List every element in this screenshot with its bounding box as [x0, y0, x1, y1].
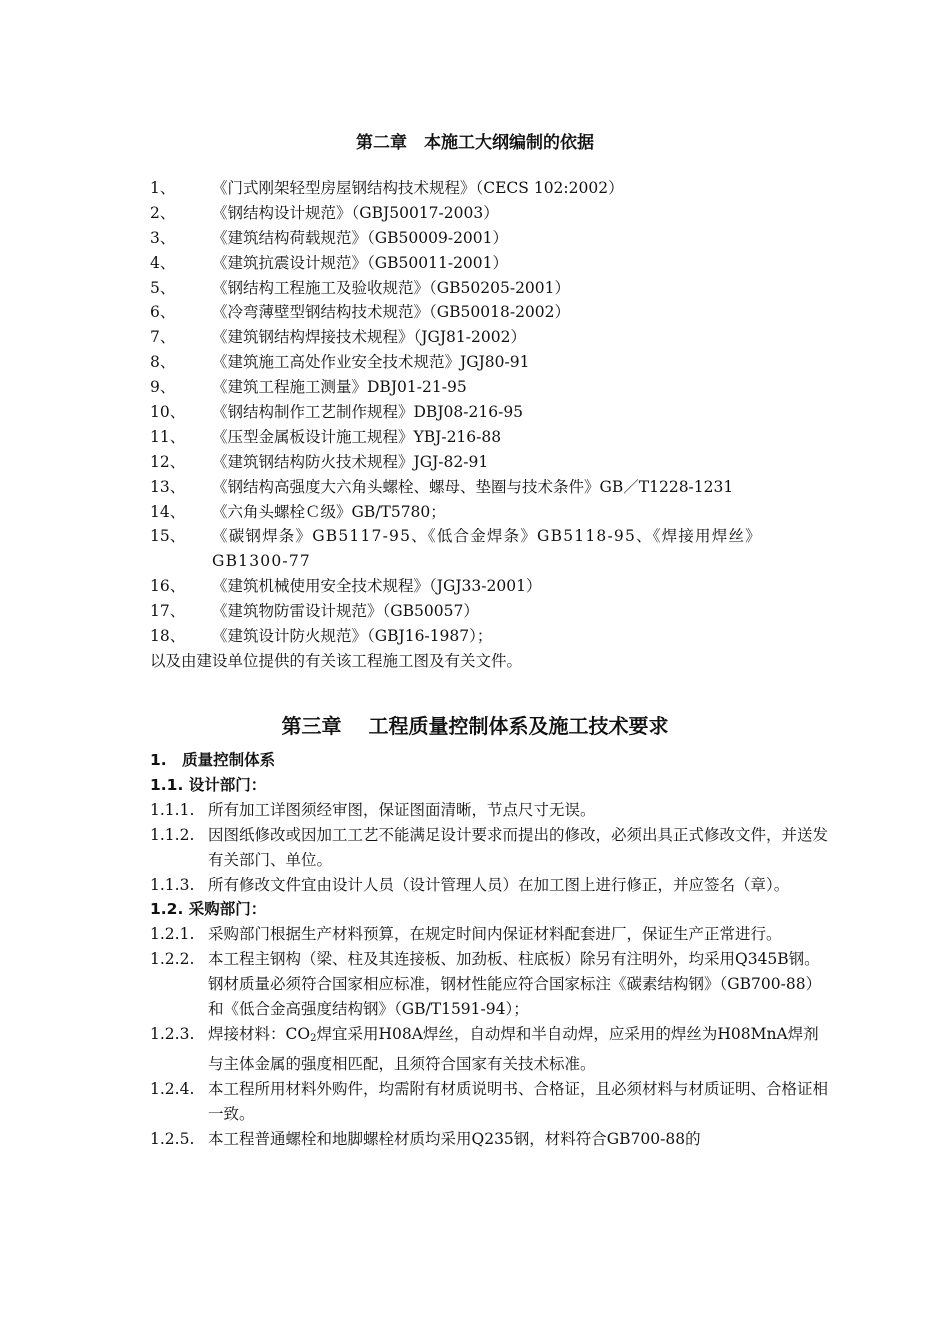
item-text: 所有加工详图须经审图，保证图面清晰，节点尺寸无误。 — [208, 800, 596, 819]
item-text: 《建筑设计防火规范》（GBJ16-1987）； — [212, 627, 493, 646]
list-item — [150, 251, 830, 276]
item-text: 《六角头螺栓Ｃ级》GB/T5780； — [212, 502, 446, 521]
item-text: 《钢结构高强度大六角头螺栓、螺母、垫圈与技术条件》GB／T1228-1231 — [212, 477, 734, 496]
item-number: 18、 — [150, 627, 186, 646]
list-item — [150, 1077, 830, 1127]
item-text: 因图纸修改或因加工工艺不能满足设计要求而提出的修改，必须出具正式修改文件，并送发有关部门、单位。 — [208, 825, 829, 869]
item-number: 1.1.1. — [150, 800, 195, 819]
list-item — [150, 226, 830, 251]
item-text: 本工程主钢构（梁、柱及其连接板、加劲板、柱底板）除另有注明外，均采用Q345B钢。钢材质量必须符合国家相应标准，钢材性能应符合国家标注《碳素结构钢》（GB700-88）和《低合金高强度结构钢》（GB/T1591-94）； — [208, 950, 822, 1019]
list-item — [150, 300, 830, 325]
item-text: 《碳钢焊条》GB5117-95、《低合金焊条》GB5118-95、《焊接用焊丝》GB1300-77 — [212, 527, 762, 571]
item-number: 7、 — [150, 328, 176, 347]
item-text: 《钢结构制作工艺制作规程》DBJ08-216-95 — [212, 403, 524, 422]
item-text-part: 焊宜采用H08A焊丝，自动焊和半自动焊，应采用的焊丝为H08MnA焊剂与主体金属的强度相匹配，且须符合国家有关技术标准。 — [208, 1024, 819, 1073]
item-number: 1.2.3. — [150, 1024, 195, 1043]
item-text: 《建筑工程施工测量》DBJ01-21-95 — [212, 378, 467, 397]
list-item — [150, 1022, 830, 1077]
reference-list — [150, 176, 830, 674]
list-item — [150, 524, 830, 574]
item-text: 《建筑结构荷载规范》（GB50009-2001） — [212, 228, 509, 247]
list-item — [150, 450, 830, 475]
item-number: 13、 — [150, 477, 186, 496]
subsection-heading: 1.2. 采购部门： — [150, 900, 267, 919]
item-text: 本工程所用材料外购件，均需附有材质说明书、合格证，且必须材料与材质证明、合格证相一致。 — [208, 1079, 829, 1123]
item-number: 12、 — [150, 452, 186, 471]
list-item — [150, 276, 830, 301]
list-item — [150, 500, 830, 525]
item-number: 16、 — [150, 577, 186, 596]
list-item — [150, 201, 830, 226]
item-text: 采购部门根据生产材料预算，在规定时间内保证材料配套进厂，保证生产正常进行。 — [208, 925, 782, 944]
item-text: 《建筑钢结构防火技术规程》JGJ-82-91 — [212, 452, 489, 471]
item-number: 17、 — [150, 602, 186, 621]
list-item — [150, 823, 830, 873]
list-item — [150, 425, 830, 450]
list-item — [150, 350, 830, 375]
item-text: 本工程普通螺栓和地脚螺栓材质均采用Q235钢，材料符合GB700-88的 — [208, 1129, 701, 1148]
list-item — [150, 1127, 830, 1152]
item-text: 《钢结构设计规范》（GBJ50017-2003） — [212, 203, 499, 222]
item-text: 《建筑抗震设计规范》（GB50011-2001） — [212, 253, 509, 272]
list-item — [150, 475, 830, 500]
item-number: 14、 — [150, 502, 186, 521]
list-item — [150, 400, 830, 425]
item-number: 9、 — [150, 378, 176, 397]
item-number: 1.2.1. — [150, 925, 195, 944]
chapter-3-title: 第三章 工程质量控制体系及施工技术要求 — [281, 714, 669, 738]
item-number: 1.2.5. — [150, 1129, 195, 1148]
list-item — [150, 798, 830, 823]
subscript: 2 — [310, 1032, 317, 1044]
chapter-2-title: 第二章 本施工大纲编制的依据 — [356, 133, 594, 153]
list-item — [150, 922, 830, 947]
reference-note: 以及由建设单位提供的有关该工程施工图及有关文件。 — [150, 651, 523, 670]
item-number: 1.1.2. — [150, 825, 195, 844]
item-number: 15、 — [150, 527, 186, 546]
item-number: 6、 — [150, 303, 176, 322]
item-text — [150, 1022, 830, 1077]
item-text: 《建筑施工高处作业安全技术规范》JGJ80-91 — [212, 353, 530, 372]
item-number: 1、 — [150, 179, 176, 197]
section-heading: 1. 质量控制体系 — [150, 751, 276, 769]
item-text: 《门式刚架轻型房屋钢结构技术规程》（CECS 102:2002） — [212, 179, 624, 197]
list-item — [150, 599, 830, 624]
item-text: 所有修改文件宜由设计人员（设计管理人员）在加工图上进行修正，并应签名（章）。 — [208, 875, 790, 894]
list-item — [150, 375, 830, 400]
item-text: 《冷弯薄壁型钢结构技术规范》（GB50018-2002） — [212, 303, 571, 322]
item-number: 1.2.4. — [150, 1079, 195, 1098]
item-number: 5、 — [150, 278, 176, 297]
item-text: 《钢结构工程施工及验收规范》（GB50205-2001） — [212, 278, 571, 297]
item-number: 1.1.3. — [150, 875, 195, 894]
list-item — [150, 624, 830, 649]
list-item — [150, 574, 830, 599]
item-text: 《建筑机械使用安全技术规程》（JGJ33-2001） — [212, 577, 542, 596]
item-text: 《建筑钢结构焊接技术规程》（JGJ81-2002） — [212, 328, 526, 347]
list-item — [150, 325, 830, 350]
item-number: 11、 — [150, 427, 186, 446]
item-number: 3、 — [150, 228, 176, 247]
subsection-heading: 1.1. 设计部门： — [150, 775, 267, 794]
list-item — [150, 176, 830, 201]
item-number: 8、 — [150, 353, 176, 372]
item-text: 《压型金属板设计施工规程》YBJ-216-88 — [212, 427, 502, 446]
item-text-part: 焊接材料：CO — [208, 1024, 311, 1043]
list-item — [150, 873, 830, 898]
item-number: 1.2.2. — [150, 950, 195, 969]
chapter-3-body — [150, 748, 830, 1152]
item-text: 《建筑物防雷设计规范》（GB50057） — [212, 602, 479, 621]
item-number: 2、 — [150, 203, 176, 222]
item-number: 4、 — [150, 253, 176, 272]
list-item — [150, 947, 830, 1022]
item-number: 10、 — [150, 403, 186, 422]
